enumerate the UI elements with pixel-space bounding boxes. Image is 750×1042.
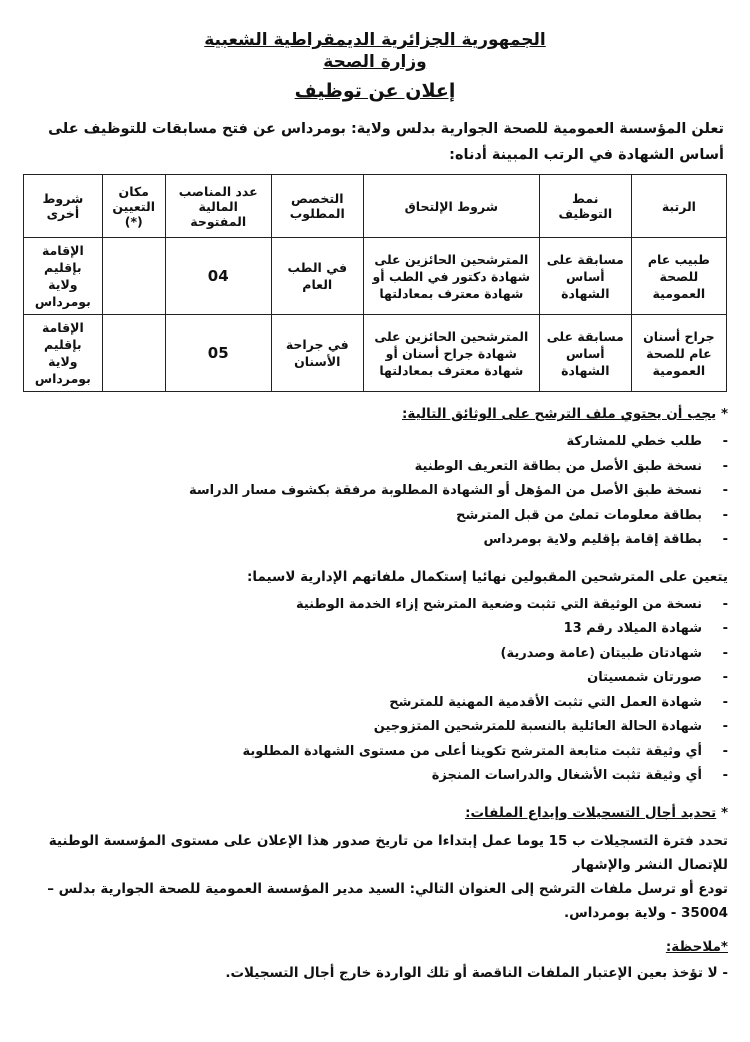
cell-conditions: المترشحين الحائزين على شهادة جراح أسنان أو شهادة معترف بمعادلتها — [363, 315, 539, 392]
list-item: - أي وثيقة تثبت الأشغال والدراسات المنجزة — [22, 764, 702, 789]
accepted-section-title: يتعين على المترشحين المقبولين نهائيا إستكمال ملفاتهم الإدارية لاسيما: — [247, 568, 728, 585]
list-item: - أي وثيقة تثبت متابعة المترشح تكوينا أعلى من مستوى الشهادة المطلوبة — [22, 740, 702, 765]
documents-list — [22, 430, 728, 553]
cell-conditions: المترشحين الحائزين على شهادة دكتور في الطب أو شهادة معترف بمعادلتها — [363, 238, 539, 315]
list-item: - صورتان شمسيتان — [22, 666, 702, 691]
deadline-title-text: تحديد أجال التسجيلات وإيداع الملفات: — [465, 804, 717, 821]
cell-grade: جراح أسنان عام للصحة العمومية — [631, 315, 726, 392]
announcement-title: إعلان عن توظيف — [294, 80, 456, 102]
cell-grade: طبيب عام للصحة العمومية — [631, 238, 726, 315]
header-recruitment-mode: نمط التوظيف — [539, 175, 631, 238]
deadline-section-title — [22, 805, 728, 821]
list-item: - شهادة الميلاد رقم 13 — [22, 617, 702, 642]
list-item: - شهادتان طبيتان (عامة وصدرية) — [22, 642, 702, 667]
list-item: - نسخة طبق الأصل من المؤهل أو الشهادة المطلوبة مرفقة بكشوف مسار الدراسة — [22, 479, 702, 504]
table-row — [24, 315, 727, 392]
list-item: - نسخة طبق الأصل من بطاقة التعريف الوطنية — [22, 455, 702, 480]
cell-positions-count: 05 — [165, 315, 271, 392]
note-title: *ملاحظة: — [665, 938, 728, 955]
list-item: - نسخة من الوثيقة التي تثبت وضعية المترشح إزاء الخدمة الوطنية — [22, 593, 702, 618]
cell-location — [102, 238, 165, 315]
list-item: - بطاقة إقامة بإقليم ولاية بومرداس — [22, 528, 702, 553]
list-item: - طلب خطي للمشاركة — [22, 430, 702, 455]
documents-marker: * — [720, 406, 728, 422]
cell-recruitment-mode: مسابقة على أساس الشهادة — [539, 315, 631, 392]
accepted-documents-list — [22, 593, 728, 789]
documents-section-title — [22, 406, 728, 422]
deadline-paragraph: تحدد فترة التسجيلات ب 15 يوما عمل إبتداءا من تاريخ صدور هذا الإعلان على مستوى المؤسسة الوطنية للإتصال النشر والإشهار — [48, 832, 728, 873]
cell-location — [102, 315, 165, 392]
cell-other-conditions: الإقامة بإقليم ولاية بومرداس — [24, 315, 103, 392]
address-paragraph: تودع أو ترسل ملفات الترشح إلى العنوان التالي: السيد مدير المؤسسة العمومية للصحة الجوارية بدلس – 35004 - ولاية بومرداس. — [47, 880, 728, 921]
cell-other-conditions: الإقامة بإقليم ولاية بومرداس — [24, 238, 103, 315]
republic-title: الجمهورية الجزائرية الديمقراطية الشعبية — [204, 30, 546, 50]
documents-title-text: يجب أن يحتوي ملف الترشح على الوثائق التالية: — [402, 406, 717, 422]
positions-table — [23, 174, 727, 392]
cell-specialty: في جراحة الأسنان — [271, 315, 363, 392]
header-grade: الرتبة — [631, 175, 726, 238]
header-other-conditions: شروط أخرى — [24, 175, 103, 238]
list-item: - شهادة الحالة العائلية بالنسبة للمترشحين المتزوجين — [22, 715, 702, 740]
cell-recruitment-mode: مسابقة على أساس الشهادة — [539, 238, 631, 315]
list-item: - شهادة العمل التي تثبت الأقدمية المهنية للمترشح — [22, 691, 702, 716]
header-location: مكان التعيين (*) — [102, 175, 165, 238]
table-row — [24, 238, 727, 315]
cell-positions-count: 04 — [165, 238, 271, 315]
cell-specialty: في الطب العام — [271, 238, 363, 315]
header-conditions: شروط الإلتحاق — [363, 175, 539, 238]
note-text: - لا تؤخذ بعين الإعتبار الملفات الناقصة أو تلك الواردة خارج أجال التسجيلات. — [225, 964, 728, 981]
header-positions-count: عدد المناصب المالية المفتوحة — [165, 175, 271, 238]
ministry-title: وزارة الصحة — [323, 52, 427, 72]
header-specialty: التخصص المطلوب — [271, 175, 363, 238]
table-header-row — [24, 175, 727, 238]
intro-paragraph: تعلن المؤسسة العمومية للصحة الجوارية بدلس ولاية: بومرداس عن فتح مسابقات للتوظيف على أساس الشهادة في الرتب المبينة أدناه: — [48, 121, 724, 163]
list-item: - بطاقة معلومات تملئ من قبل المترشح — [22, 504, 702, 529]
deadline-marker: * — [720, 804, 728, 821]
